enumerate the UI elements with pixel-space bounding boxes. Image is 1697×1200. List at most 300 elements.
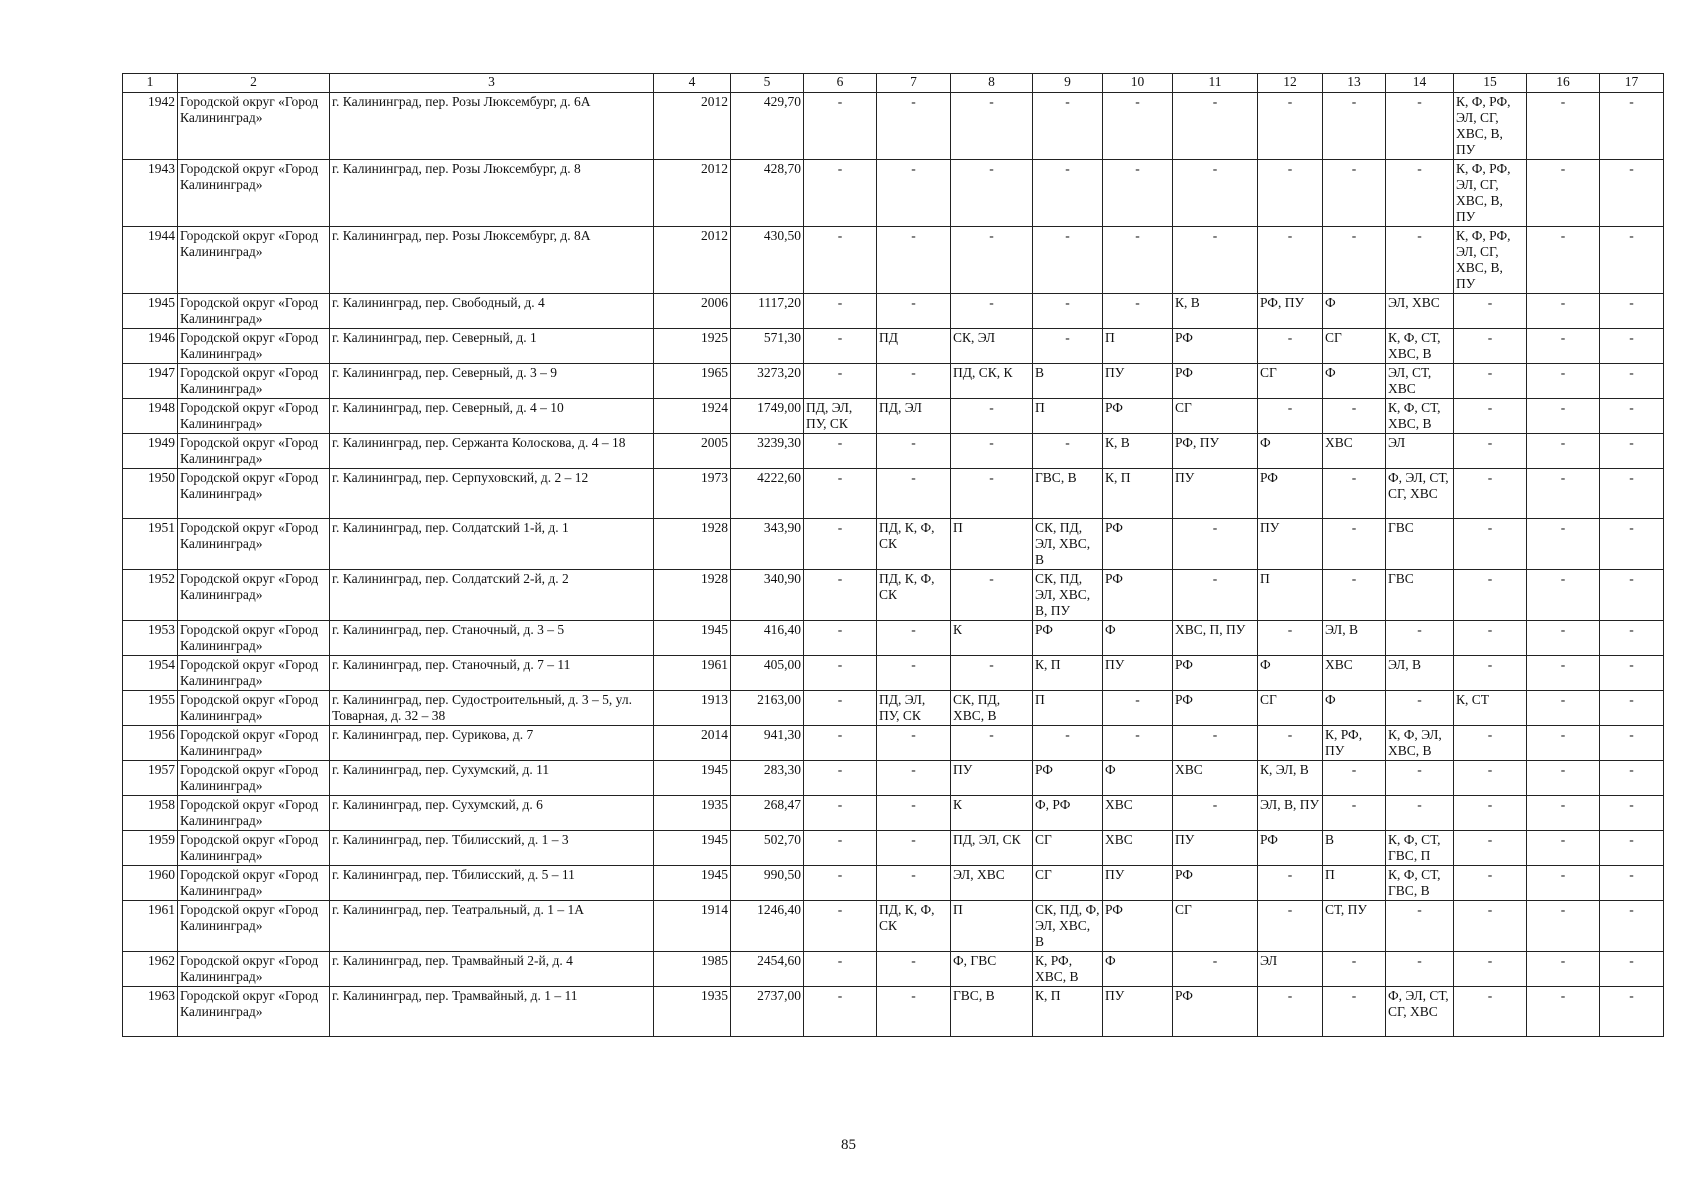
table-cell-col-11: СГ <box>1173 901 1258 952</box>
table-cell-col-3: г. Калининград, пер. Розы Люксембург, д. 6А <box>330 93 654 160</box>
table-cell-col-13: - <box>1323 469 1386 519</box>
table-cell-col-6: - <box>804 866 877 901</box>
table-cell-col-3: г. Калининград, пер. Трамвайный, д. 1 – 11 <box>330 987 654 1037</box>
table-cell-col-17: - <box>1600 570 1664 621</box>
table-cell-col-17: - <box>1600 227 1664 294</box>
table-cell-col-1: 1953 <box>123 621 178 656</box>
table-cell-col-9: - <box>1033 726 1103 761</box>
table-cell-col-3: г. Калининград, пер. Солдатский 2-й, д. 2 <box>330 570 654 621</box>
table-cell-col-4: 1914 <box>654 901 731 952</box>
column-header-6: 6 <box>804 74 877 93</box>
table-cell-col-17: - <box>1600 726 1664 761</box>
table-cell-col-14: - <box>1386 952 1454 987</box>
table-cell-col-17: - <box>1600 399 1664 434</box>
table-cell-col-16: - <box>1527 866 1600 901</box>
table-cell-col-3: г. Калининград, пер. Сержанта Колоскова, д. 4 – 18 <box>330 434 654 469</box>
table-cell-col-11: РФ <box>1173 866 1258 901</box>
table-cell-col-13: СГ <box>1323 329 1386 364</box>
table-cell-col-5: 268,47 <box>731 796 804 831</box>
table-cell-col-9: - <box>1033 329 1103 364</box>
table-cell-col-1: 1949 <box>123 434 178 469</box>
table-cell-col-4: 2005 <box>654 434 731 469</box>
table-cell-col-13: Ф <box>1323 364 1386 399</box>
table-cell-col-9: СК, ПД, Ф, ЭЛ, ХВС, В <box>1033 901 1103 952</box>
table-cell-col-6: - <box>804 329 877 364</box>
table-cell-col-11: - <box>1173 952 1258 987</box>
table-cell-col-14: Ф, ЭЛ, СТ, СГ, ХВС <box>1386 469 1454 519</box>
table-cell-col-16: - <box>1527 227 1600 294</box>
table-cell-col-7: - <box>877 656 951 691</box>
column-header-15: 15 <box>1454 74 1527 93</box>
table-cell-col-11: РФ <box>1173 987 1258 1037</box>
table-row <box>123 726 1664 761</box>
table-cell-col-6: - <box>804 364 877 399</box>
table-cell-col-14: ЭЛ <box>1386 434 1454 469</box>
column-header-11: 11 <box>1173 74 1258 93</box>
table-cell-col-10: ПУ <box>1103 656 1173 691</box>
table-cell-col-13: - <box>1323 519 1386 570</box>
table-cell-col-9: К, П <box>1033 987 1103 1037</box>
table-cell-col-9: СГ <box>1033 866 1103 901</box>
table-cell-col-7: ПД, К, Ф, СК <box>877 901 951 952</box>
table-cell-col-3: г. Калининград, пер. Театральный, д. 1 – 1А <box>330 901 654 952</box>
table-cell-col-1: 1960 <box>123 866 178 901</box>
table-cell-col-9: - <box>1033 93 1103 160</box>
column-header-16: 16 <box>1527 74 1600 93</box>
table-cell-col-10: ХВС <box>1103 831 1173 866</box>
table-cell-col-13: ХВС <box>1323 656 1386 691</box>
table-cell-col-10: - <box>1103 93 1173 160</box>
table-cell-col-4: 2012 <box>654 93 731 160</box>
column-header-12: 12 <box>1258 74 1323 93</box>
table-cell-col-3: г. Калининград, пер. Солдатский 1-й, д. 1 <box>330 519 654 570</box>
table-cell-col-5: 2737,00 <box>731 987 804 1037</box>
table-cell-col-12: СГ <box>1258 364 1323 399</box>
table-row <box>123 691 1664 726</box>
table-row <box>123 160 1664 227</box>
table-cell-col-14: К, Ф, СТ, ГВС, В <box>1386 866 1454 901</box>
table-cell-col-8: ПД, ЭЛ, СК <box>951 831 1033 866</box>
table-cell-col-17: - <box>1600 93 1664 160</box>
table-cell-col-9: В <box>1033 364 1103 399</box>
table-cell-col-11: - <box>1173 93 1258 160</box>
table-cell-col-9: СК, ПД, ЭЛ, ХВС, В, ПУ <box>1033 570 1103 621</box>
table-cell-col-7: - <box>877 952 951 987</box>
table-cell-col-1: 1963 <box>123 987 178 1037</box>
table-cell-col-6: - <box>804 796 877 831</box>
table-cell-col-10: Ф <box>1103 952 1173 987</box>
table-cell-col-17: - <box>1600 364 1664 399</box>
table-cell-col-16: - <box>1527 796 1600 831</box>
table-cell-col-13: - <box>1323 987 1386 1037</box>
table-cell-col-3: г. Калининград, пер. Тбилисский, д. 1 – 3 <box>330 831 654 866</box>
table-cell-col-14: - <box>1386 160 1454 227</box>
table-row <box>123 761 1664 796</box>
table-cell-col-13: - <box>1323 570 1386 621</box>
table-cell-col-14: - <box>1386 93 1454 160</box>
table-cell-col-11: - <box>1173 570 1258 621</box>
table-cell-col-16: - <box>1527 901 1600 952</box>
table-cell-col-8: ПД, СК, К <box>951 364 1033 399</box>
table-cell-col-11: - <box>1173 796 1258 831</box>
table-cell-col-15: - <box>1454 656 1527 691</box>
table-cell-col-5: 2454,60 <box>731 952 804 987</box>
table-cell-col-9: СГ <box>1033 831 1103 866</box>
table-cell-col-10: П <box>1103 329 1173 364</box>
table-cell-col-4: 1928 <box>654 570 731 621</box>
table-cell-col-6: - <box>804 294 877 329</box>
table-cell-col-4: 1985 <box>654 952 731 987</box>
table-cell-col-15: К, Ф, РФ, ЭЛ, СГ, ХВС, В, ПУ <box>1454 93 1527 160</box>
table-cell-col-13: - <box>1323 93 1386 160</box>
table-cell-col-13: П <box>1323 866 1386 901</box>
table-cell-col-16: - <box>1527 952 1600 987</box>
table-cell-col-1: 1944 <box>123 227 178 294</box>
table-cell-col-6: - <box>804 570 877 621</box>
table-cell-col-6: ПД, ЭЛ, ПУ, СК <box>804 399 877 434</box>
table-cell-col-8: К <box>951 621 1033 656</box>
table-cell-col-7: - <box>877 831 951 866</box>
table-cell-col-8: - <box>951 294 1033 329</box>
table-cell-col-4: 1945 <box>654 831 731 866</box>
table-cell-col-2: Городской округ «Город Калининград» <box>178 952 330 987</box>
table-row <box>123 434 1664 469</box>
table-cell-col-8: - <box>951 434 1033 469</box>
table-cell-col-16: - <box>1527 726 1600 761</box>
table-cell-col-5: 4222,60 <box>731 469 804 519</box>
table-cell-col-1: 1958 <box>123 796 178 831</box>
table-cell-col-11: ПУ <box>1173 469 1258 519</box>
table-cell-col-13: - <box>1323 160 1386 227</box>
table-cell-col-16: - <box>1527 329 1600 364</box>
table-cell-col-12: - <box>1258 227 1323 294</box>
table-cell-col-10: РФ <box>1103 399 1173 434</box>
table-cell-col-14: Ф, ЭЛ, СТ, СГ, ХВС <box>1386 987 1454 1037</box>
table-cell-col-11: РФ <box>1173 691 1258 726</box>
table-cell-col-5: 416,40 <box>731 621 804 656</box>
table-cell-col-1: 1956 <box>123 726 178 761</box>
table-cell-col-13: ХВС <box>1323 434 1386 469</box>
table-cell-col-11: РФ <box>1173 329 1258 364</box>
table-cell-col-12: ПУ <box>1258 519 1323 570</box>
table-cell-col-13: В <box>1323 831 1386 866</box>
table-cell-col-14: К, Ф, СТ, ХВС, В <box>1386 329 1454 364</box>
table-cell-col-12: РФ <box>1258 831 1323 866</box>
table-cell-col-1: 1955 <box>123 691 178 726</box>
table-cell-col-17: - <box>1600 866 1664 901</box>
table-cell-col-16: - <box>1527 364 1600 399</box>
table-cell-col-4: 1961 <box>654 656 731 691</box>
table-cell-col-4: 1965 <box>654 364 731 399</box>
table-cell-col-8: П <box>951 519 1033 570</box>
table-cell-col-17: - <box>1600 160 1664 227</box>
table-cell-col-8: ЭЛ, ХВС <box>951 866 1033 901</box>
table-cell-col-7: - <box>877 93 951 160</box>
table-cell-col-4: 1945 <box>654 866 731 901</box>
table-cell-col-10: Ф <box>1103 761 1173 796</box>
table-cell-col-16: - <box>1527 987 1600 1037</box>
table-cell-col-7: - <box>877 866 951 901</box>
table-cell-col-11: ХВС, П, ПУ <box>1173 621 1258 656</box>
table-cell-col-14: - <box>1386 691 1454 726</box>
table-cell-col-15: - <box>1454 866 1527 901</box>
table-row <box>123 796 1664 831</box>
table-cell-col-1: 1961 <box>123 901 178 952</box>
table-cell-col-10: РФ <box>1103 901 1173 952</box>
table-cell-col-13: - <box>1323 952 1386 987</box>
table-cell-col-6: - <box>804 469 877 519</box>
table-row <box>123 866 1664 901</box>
table-cell-col-2: Городской округ «Город Калининград» <box>178 434 330 469</box>
table-cell-col-15: - <box>1454 726 1527 761</box>
table-cell-col-17: - <box>1600 469 1664 519</box>
table-cell-col-7: - <box>877 434 951 469</box>
table-cell-col-1: 1942 <box>123 93 178 160</box>
table-cell-col-10: ХВС <box>1103 796 1173 831</box>
table-cell-col-6: - <box>804 987 877 1037</box>
table-cell-col-10: РФ <box>1103 570 1173 621</box>
table-cell-col-11: ХВС <box>1173 761 1258 796</box>
table-cell-col-14: - <box>1386 761 1454 796</box>
table-cell-col-1: 1945 <box>123 294 178 329</box>
table-cell-col-14: ЭЛ, В <box>1386 656 1454 691</box>
table-row <box>123 831 1664 866</box>
table-cell-col-5: 571,30 <box>731 329 804 364</box>
table-cell-col-6: - <box>804 434 877 469</box>
table-cell-col-4: 1935 <box>654 987 731 1037</box>
table-cell-col-4: 1945 <box>654 761 731 796</box>
table-cell-col-17: - <box>1600 656 1664 691</box>
table-cell-col-2: Городской округ «Город Калининград» <box>178 866 330 901</box>
table-cell-col-12: Ф <box>1258 434 1323 469</box>
table-cell-col-11: - <box>1173 227 1258 294</box>
table-cell-col-8: СК, ЭЛ <box>951 329 1033 364</box>
table-cell-col-12: ЭЛ, В, ПУ <box>1258 796 1323 831</box>
table-cell-col-10: К, В <box>1103 434 1173 469</box>
table-cell-col-17: - <box>1600 621 1664 656</box>
table-cell-col-5: 1246,40 <box>731 901 804 952</box>
table-cell-col-9: ГВС, В <box>1033 469 1103 519</box>
table-cell-col-15: - <box>1454 831 1527 866</box>
table-cell-col-12: ЭЛ <box>1258 952 1323 987</box>
table-cell-col-1: 1954 <box>123 656 178 691</box>
table-cell-col-15: - <box>1454 364 1527 399</box>
table-cell-col-9: П <box>1033 399 1103 434</box>
table-cell-col-14: ГВС <box>1386 519 1454 570</box>
table-cell-col-3: г. Калининград, пер. Северный, д. 3 – 9 <box>330 364 654 399</box>
table-cell-col-11: К, В <box>1173 294 1258 329</box>
table-cell-col-7: - <box>877 726 951 761</box>
table-cell-col-2: Городской округ «Город Калининград» <box>178 656 330 691</box>
table-cell-col-2: Городской округ «Город Калининград» <box>178 831 330 866</box>
table-row <box>123 952 1664 987</box>
table-cell-col-11: - <box>1173 726 1258 761</box>
table-body <box>123 93 1664 1037</box>
table-cell-col-15: - <box>1454 761 1527 796</box>
table-cell-col-5: 990,50 <box>731 866 804 901</box>
table-cell-col-10: - <box>1103 294 1173 329</box>
table-cell-col-11: - <box>1173 160 1258 227</box>
table-cell-col-9: Ф, РФ <box>1033 796 1103 831</box>
table-cell-col-13: К, РФ, ПУ <box>1323 726 1386 761</box>
table-cell-col-7: - <box>877 796 951 831</box>
table-cell-col-3: г. Калининград, пер. Сухумский, д. 6 <box>330 796 654 831</box>
table-cell-col-1: 1943 <box>123 160 178 227</box>
table-cell-col-16: - <box>1527 656 1600 691</box>
table-cell-col-3: г. Калининград, пер. Судостроительный, д. 3 – 5, ул. Товарная, д. 32 – 38 <box>330 691 654 726</box>
column-header-1: 1 <box>123 74 178 93</box>
registry-table <box>122 73 1664 1037</box>
table-cell-col-10: - <box>1103 227 1173 294</box>
table-cell-col-7: - <box>877 987 951 1037</box>
table-cell-col-16: - <box>1527 294 1600 329</box>
table-cell-col-5: 343,90 <box>731 519 804 570</box>
table-cell-col-14: К, Ф, СТ, ХВС, В <box>1386 399 1454 434</box>
table-cell-col-5: 340,90 <box>731 570 804 621</box>
table-cell-col-8: - <box>951 656 1033 691</box>
table-cell-col-8: - <box>951 399 1033 434</box>
table-row <box>123 570 1664 621</box>
table-cell-col-2: Городской округ «Город Калининград» <box>178 227 330 294</box>
table-row <box>123 519 1664 570</box>
table-cell-col-1: 1962 <box>123 952 178 987</box>
table-cell-col-15: - <box>1454 901 1527 952</box>
table-cell-col-5: 429,70 <box>731 93 804 160</box>
table-cell-col-8: К <box>951 796 1033 831</box>
table-cell-col-10: ПУ <box>1103 987 1173 1037</box>
table-cell-col-1: 1948 <box>123 399 178 434</box>
table-cell-col-17: - <box>1600 329 1664 364</box>
table-cell-col-2: Городской округ «Город Калининград» <box>178 987 330 1037</box>
table-cell-col-12: П <box>1258 570 1323 621</box>
table-cell-col-12: Ф <box>1258 656 1323 691</box>
table-cell-col-10: ПУ <box>1103 866 1173 901</box>
table-cell-col-12: - <box>1258 726 1323 761</box>
table-cell-col-9: РФ <box>1033 621 1103 656</box>
table-cell-col-1: 1951 <box>123 519 178 570</box>
table-cell-col-12: - <box>1258 399 1323 434</box>
table-cell-col-8: - <box>951 570 1033 621</box>
table-cell-col-12: РФ <box>1258 469 1323 519</box>
table-cell-col-6: - <box>804 761 877 796</box>
table-cell-col-3: г. Калининград, пер. Тбилисский, д. 5 – 11 <box>330 866 654 901</box>
table-cell-col-6: - <box>804 726 877 761</box>
table-cell-col-8: - <box>951 227 1033 294</box>
table-cell-col-4: 1913 <box>654 691 731 726</box>
table-cell-col-9: - <box>1033 294 1103 329</box>
table-cell-col-7: - <box>877 364 951 399</box>
table-cell-col-3: г. Калининград, пер. Серпуховский, д. 2 – 12 <box>330 469 654 519</box>
table-cell-col-15: К, СТ <box>1454 691 1527 726</box>
table-cell-col-14: ЭЛ, СТ, ХВС <box>1386 364 1454 399</box>
table-cell-col-12: - <box>1258 621 1323 656</box>
table-cell-col-8: СК, ПД, ХВС, В <box>951 691 1033 726</box>
table-cell-col-7: - <box>877 227 951 294</box>
table-cell-col-1: 1952 <box>123 570 178 621</box>
table-cell-col-2: Городской округ «Город Калининград» <box>178 796 330 831</box>
table-cell-col-15: - <box>1454 469 1527 519</box>
table-cell-col-6: - <box>804 952 877 987</box>
table-cell-col-4: 1973 <box>654 469 731 519</box>
table-cell-col-7: ПД, ЭЛ, ПУ, СК <box>877 691 951 726</box>
table-cell-col-16: - <box>1527 434 1600 469</box>
table-cell-col-9: - <box>1033 434 1103 469</box>
table-cell-col-1: 1946 <box>123 329 178 364</box>
page-number: 85 <box>841 1137 856 1153</box>
column-header-10: 10 <box>1103 74 1173 93</box>
table-cell-col-17: - <box>1600 987 1664 1037</box>
table-cell-col-9: - <box>1033 227 1103 294</box>
table-cell-col-4: 1928 <box>654 519 731 570</box>
table-cell-col-15: - <box>1454 987 1527 1037</box>
table-cell-col-1: 1947 <box>123 364 178 399</box>
table-cell-col-17: - <box>1600 691 1664 726</box>
table-cell-col-2: Городской округ «Город Калининград» <box>178 469 330 519</box>
table-cell-col-8: - <box>951 726 1033 761</box>
table-cell-col-16: - <box>1527 469 1600 519</box>
table-cell-col-17: - <box>1600 952 1664 987</box>
table-cell-col-6: - <box>804 691 877 726</box>
table-cell-col-7: - <box>877 761 951 796</box>
table-cell-col-14: - <box>1386 621 1454 656</box>
table-cell-col-8: - <box>951 469 1033 519</box>
table-cell-col-10: - <box>1103 691 1173 726</box>
table-cell-col-17: - <box>1600 796 1664 831</box>
column-header-17: 17 <box>1600 74 1664 93</box>
table-cell-col-6: - <box>804 519 877 570</box>
table-cell-col-3: г. Калининград, пер. Северный, д. 1 <box>330 329 654 364</box>
table-cell-col-3: г. Калининград, пер. Станочный, д. 3 – 5 <box>330 621 654 656</box>
table-cell-col-13: - <box>1323 796 1386 831</box>
table-cell-col-3: г. Калининград, пер. Сухумский, д. 11 <box>330 761 654 796</box>
table-cell-col-14: - <box>1386 227 1454 294</box>
table-cell-col-8: П <box>951 901 1033 952</box>
table-cell-col-10: Ф <box>1103 621 1173 656</box>
table-cell-col-15: - <box>1454 621 1527 656</box>
table-cell-col-9: РФ <box>1033 761 1103 796</box>
table-cell-col-12: - <box>1258 987 1323 1037</box>
table-cell-col-12: - <box>1258 866 1323 901</box>
table-row <box>123 621 1664 656</box>
table-cell-col-3: г. Калининград, пер. Трамвайный 2-й, д. 4 <box>330 952 654 987</box>
table-row <box>123 469 1664 519</box>
table-cell-col-8: ГВС, В <box>951 987 1033 1037</box>
table-cell-col-2: Городской округ «Город Калининград» <box>178 93 330 160</box>
table-cell-col-12: СГ <box>1258 691 1323 726</box>
table-cell-col-3: г. Калининград, пер. Станочный, д. 7 – 11 <box>330 656 654 691</box>
table-cell-col-15: К, Ф, РФ, ЭЛ, СГ, ХВС, В, ПУ <box>1454 160 1527 227</box>
table-cell-col-5: 283,30 <box>731 761 804 796</box>
table-cell-col-14: ЭЛ, ХВС <box>1386 294 1454 329</box>
table-cell-col-4: 1935 <box>654 796 731 831</box>
table-cell-col-2: Городской округ «Город Калининград» <box>178 329 330 364</box>
table-cell-col-5: 428,70 <box>731 160 804 227</box>
table-cell-col-9: П <box>1033 691 1103 726</box>
table-cell-col-3: г. Калининград, пер. Свободный, д. 4 <box>330 294 654 329</box>
table-cell-col-10: - <box>1103 160 1173 227</box>
table-cell-col-6: - <box>804 93 877 160</box>
table-cell-col-15: К, Ф, РФ, ЭЛ, СГ, ХВС, В, ПУ <box>1454 227 1527 294</box>
table-cell-col-6: - <box>804 227 877 294</box>
table-cell-col-12: - <box>1258 160 1323 227</box>
table-cell-col-1: 1950 <box>123 469 178 519</box>
table-cell-col-3: г. Калининград, пер. Розы Люксембург, д. 8 <box>330 160 654 227</box>
table-cell-col-12: К, ЭЛ, В <box>1258 761 1323 796</box>
table-cell-col-15: - <box>1454 570 1527 621</box>
table-cell-col-6: - <box>804 160 877 227</box>
table-cell-col-5: 941,30 <box>731 726 804 761</box>
table-cell-col-10: РФ <box>1103 519 1173 570</box>
